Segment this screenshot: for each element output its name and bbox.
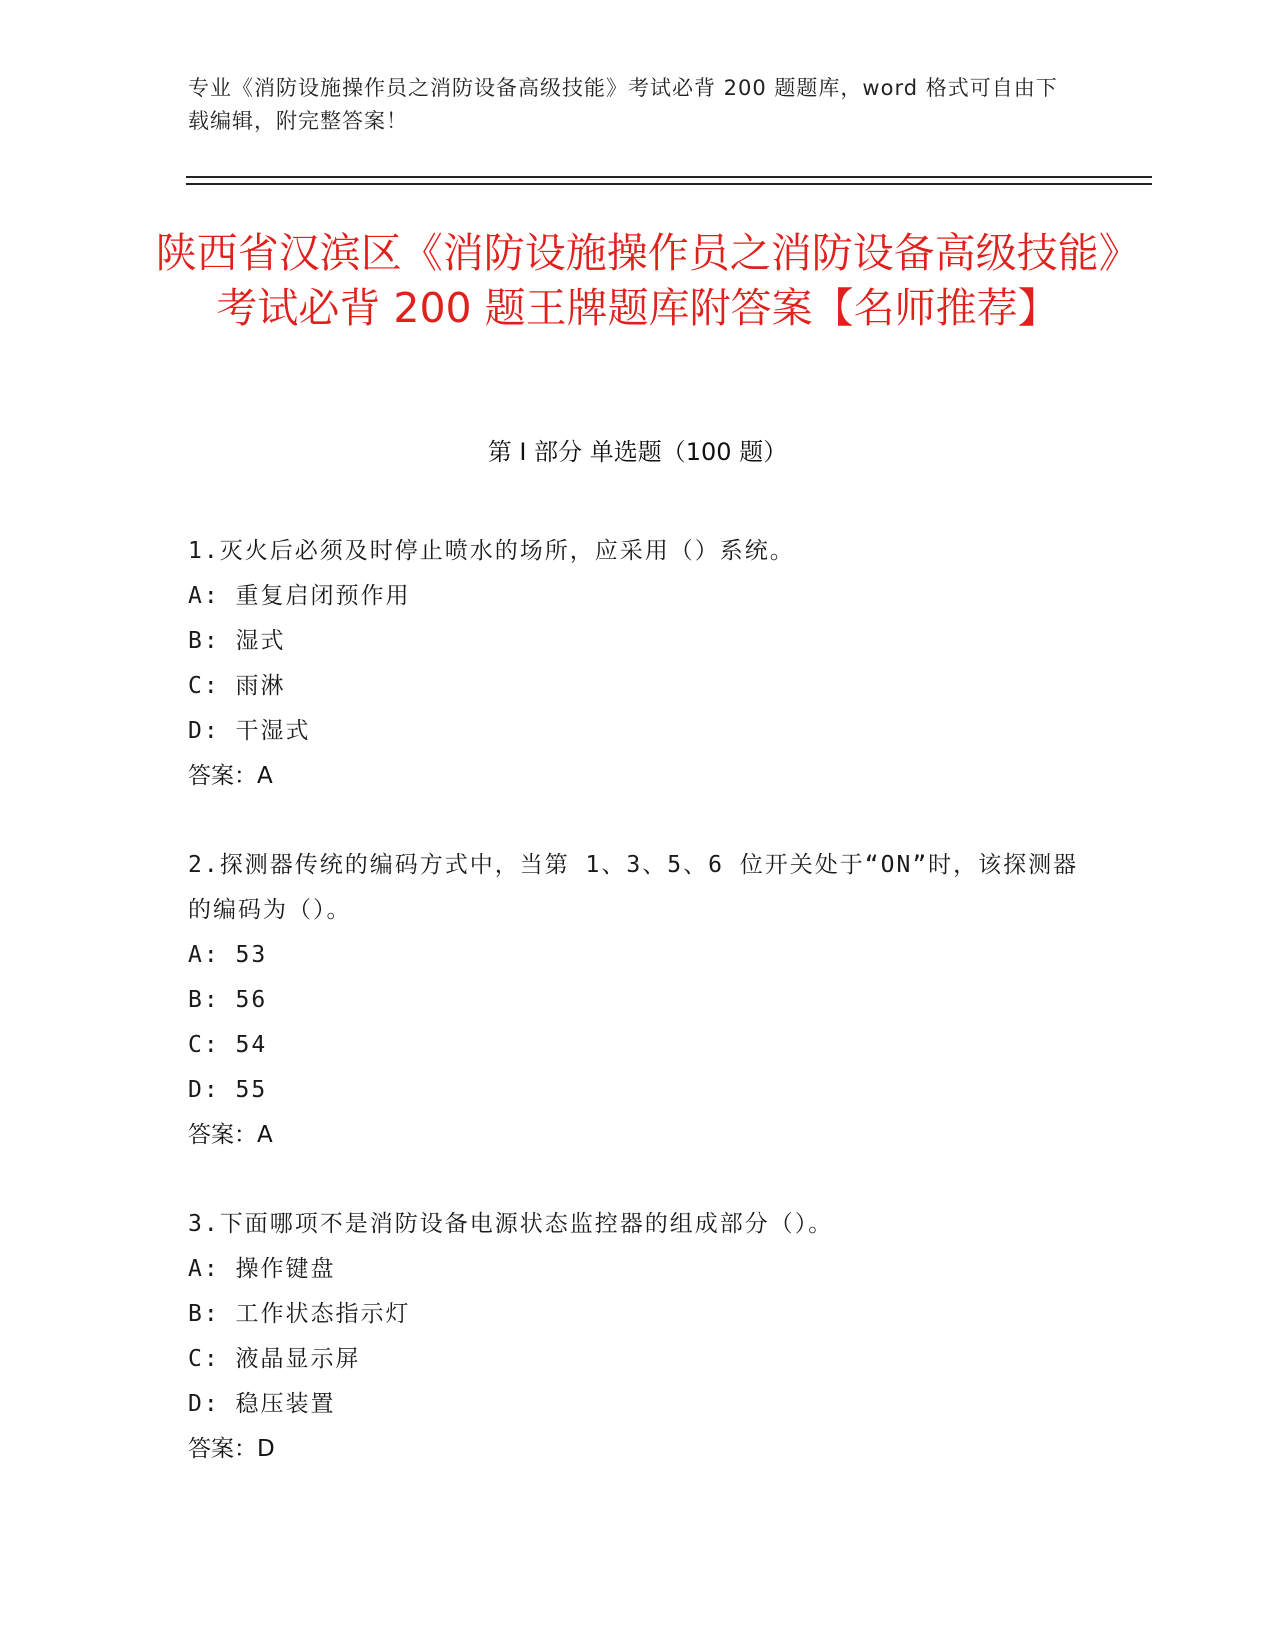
option-a: A: 操作键盘 [188, 1256, 336, 1282]
option-a: A: 重复启闭预作用 [188, 583, 411, 609]
question-stem: 3.下面哪项不是消防设备电源状态监控器的组成部分（）。 [188, 1211, 834, 1237]
option-c: C: 雨淋 [188, 673, 286, 699]
header-divider-bottom [186, 183, 1152, 185]
option-b: B: 湿式 [188, 628, 286, 654]
option-c: C: 54 [188, 1032, 268, 1058]
section-heading: 第 I 部分 单选题（100 题） [487, 438, 788, 466]
question-3 [188, 1202, 1088, 1472]
question-stem: 2.探测器传统的编码方式中，当第 1、3、5、6 位开关处于“ON”时，该探测器的编码为（）。 [188, 852, 1079, 923]
option-d: D: 干湿式 [188, 718, 311, 744]
question-2 [188, 843, 1088, 1158]
option-b: B: 工作状态指示灯 [188, 1301, 411, 1327]
question-list [188, 529, 1088, 1516]
question-1 [188, 529, 1088, 799]
question-stem: 1.灭火后必须及时停止喷水的场所，应采用（）系统。 [188, 538, 795, 564]
option-d: D: 稳压装置 [188, 1391, 336, 1417]
answer: 答案：D [188, 1436, 275, 1462]
option-c: C: 液晶显示屏 [188, 1346, 361, 1372]
option-d: D: 55 [188, 1077, 268, 1103]
answer: 答案：A [188, 763, 273, 789]
header-note: 专业《消防设施操作员之消防设备高级技能》考试必背 200 题题库，word 格式可自由下载编辑，附完整答案！ [188, 76, 1058, 133]
answer: 答案：A [188, 1122, 273, 1148]
document-title: 陕西省汉滨区《消防设施操作员之消防设备高级技能》考试必背 200 题王牌题库附答案【名师推荐】 [155, 229, 1120, 332]
header-divider-top [186, 176, 1152, 178]
option-a: A: 53 [188, 942, 268, 968]
option-b: B: 56 [188, 987, 268, 1013]
